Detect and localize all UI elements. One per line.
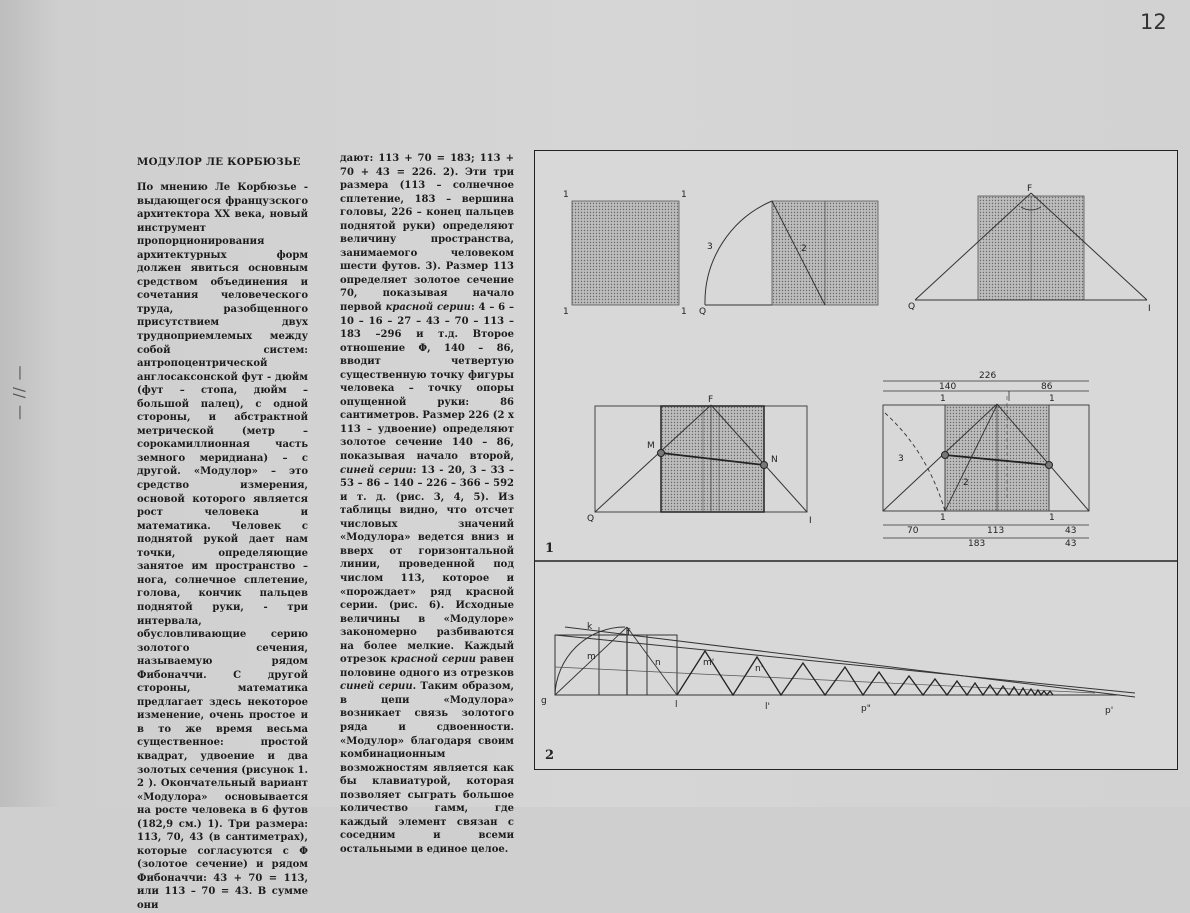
paragraph: По мнению Ле Корбюзье - выдающегося французского архитектора XX века, новый инструмент пропорционирования архитектурных форм должен явиться основным средством объединения и сочетания человеческого труда, разобщенного присутствием двух трудноприемлемых между собой систем: антропоцентрической англосаксонской фут - дюйм (фут – стопа, дюйм – большой палец), с одной стороны, и абстрактной метрической (метр – сорокамиллионная часть земного меридиана) – с другой. «Модулор» – это средство измерения, основой которого является рост человека и математика. Человек с поднятой рукой дает нам точки, определяющие занятое им пространство – нога, солнечное сплетение, голова, кончик пальцев поднятой руки, - три интервала, обусловливающие серию золотого сечения, называемую рядом Фибоначчи. С другой стороны, математика предлагает здесь некоторое изменение, очень простое и в то же время весьма существенное: простой квадрат, удвоение и два золотых сечения (рисунок 1. 2 ). Окончательный вариант «Модулора» основывается на росте человека в 6 футов (182,9 см.) 1). Три размера: 113, 70, 43 (в сантиметрах), которые согласуются с Φ (золотое сечение) и рядом Фибоначчи: 43 + 70 = 113, или 113 – 70 = 43. В сумме они	[137, 182, 308, 911]
dimension-diagram	[883, 371, 1089, 549]
triangle-diagram	[908, 184, 1151, 314]
text-run: равен половине одного из отрезков	[340, 654, 514, 679]
modulor-figure	[535, 151, 1177, 769]
dim-113: 113	[987, 526, 1005, 536]
panel-number: 2	[545, 748, 555, 763]
modulor-series-diagram	[541, 622, 1135, 716]
double-square-diagram	[699, 201, 878, 317]
label-g: g	[541, 696, 547, 706]
label-3: 3	[898, 454, 904, 464]
label-1: 1	[1049, 513, 1055, 523]
label-k: k	[587, 622, 593, 632]
label-1: 1	[940, 394, 946, 404]
label-2: 2	[963, 478, 969, 488]
dim-183: 183	[968, 539, 986, 549]
text-run: . Таким образом, в цепи «Модулора» возникает связь золотого ряда и сдвоенности. «Модулор» благодаря своим комбинационным возможностям является как бы клавиатурой, которая позволяет сыграть большое количество гамм, где каждый элемент связан с соседним и всеми остальными в единое целое.	[340, 681, 514, 855]
red-series-term: красной серии	[390, 654, 476, 666]
label-m: M	[647, 441, 655, 451]
label-m: m	[587, 652, 596, 662]
label-m-prime: m'	[703, 658, 715, 668]
blue-series-term: синей серии	[340, 464, 413, 476]
label-n-prime: n'	[755, 664, 764, 674]
page-number: 12	[1140, 10, 1167, 34]
dim-226: 226	[979, 371, 997, 381]
label-l-prime: l'	[765, 702, 770, 712]
label-n: N	[771, 455, 778, 465]
label-l: l	[675, 700, 678, 710]
dim-140: 140	[939, 382, 957, 392]
square-diagram	[563, 190, 687, 317]
label-1: 1	[940, 513, 946, 523]
text-run: дают: 113 + 70 = 183; 113 + 70 + 43 = 226. 2). Эти три размера (113 – солнечное сплетение, 183 – вершина головы, 226 – конец пальцев поднятой руки) определяют величину пространства, занимаемого человеком шести футов. 3). Размер 113 определяет золотое сечение 70, показывая начало первой	[340, 153, 514, 314]
label-f: F	[1027, 184, 1033, 194]
label-q: Q	[587, 514, 595, 524]
text-column-2	[340, 152, 514, 856]
label-1: 1	[563, 307, 569, 317]
blue-series-term: синей серии	[340, 681, 413, 693]
panel-number: 1	[545, 541, 555, 556]
label-p-prime: p'	[1105, 706, 1114, 716]
dim-43: 43	[1065, 539, 1077, 549]
paragraph	[340, 152, 514, 856]
label-i: I	[1148, 304, 1151, 314]
dim-43: 43	[1065, 526, 1077, 536]
figure-frame	[534, 150, 1178, 770]
label-2: 2	[801, 244, 807, 254]
label-p-double-prime: p"	[861, 704, 871, 714]
label-q: Q	[699, 307, 707, 317]
article-title: МОДУЛОР ЛЕ КОРБЮЗЬЕ	[137, 156, 301, 168]
red-series-term: красной серии	[385, 302, 471, 314]
label-1: 1	[563, 190, 569, 200]
dim-86: 86	[1041, 382, 1053, 392]
label-1: 1	[681, 307, 687, 317]
label-1: 1	[681, 190, 687, 200]
label-f: F	[708, 395, 714, 405]
text-column-1	[137, 181, 308, 913]
dim-70: 70	[907, 526, 919, 536]
label-n: n	[655, 658, 661, 668]
label-3: 3	[707, 242, 713, 252]
label-i: I	[809, 516, 812, 526]
mn-diagram	[587, 395, 812, 526]
text-run: : 13 - 20, 3 – 33 – 53 – 86 – 140 – 226 – 366 – 592 и т. д. (рис. 3, 4, 5). Из таблицы видно, что отсчет числовых значений «Модулора» ведется вниз и вверх от горизонтальной линии, проведенной под числом 113, которое и «порождает» ряд красной серии. (рис. 6). Исходные величины в «Модулоре» закономерно разбиваются на более мелкие. Каждый отрезок	[340, 464, 514, 666]
label-q: Q	[908, 302, 916, 312]
label-1: 1	[1049, 394, 1055, 404]
margin-mark: — // —	[10, 364, 28, 420]
text-run: : 4 – 6 – 10 – 16 – 27 – 43 – 70 – 113 – 183 –296 и т.д. Второе отношение Φ, 140 – 86, вводит четвертую существенную точку фигуры человека – точку опоры опущенной руки: 86 сантиметров. Размер 226 (2 x 113 – удвоение) определяют золотое сечение 140 – 86, показывая начало второй,	[340, 302, 514, 463]
label-f: f	[627, 628, 631, 638]
